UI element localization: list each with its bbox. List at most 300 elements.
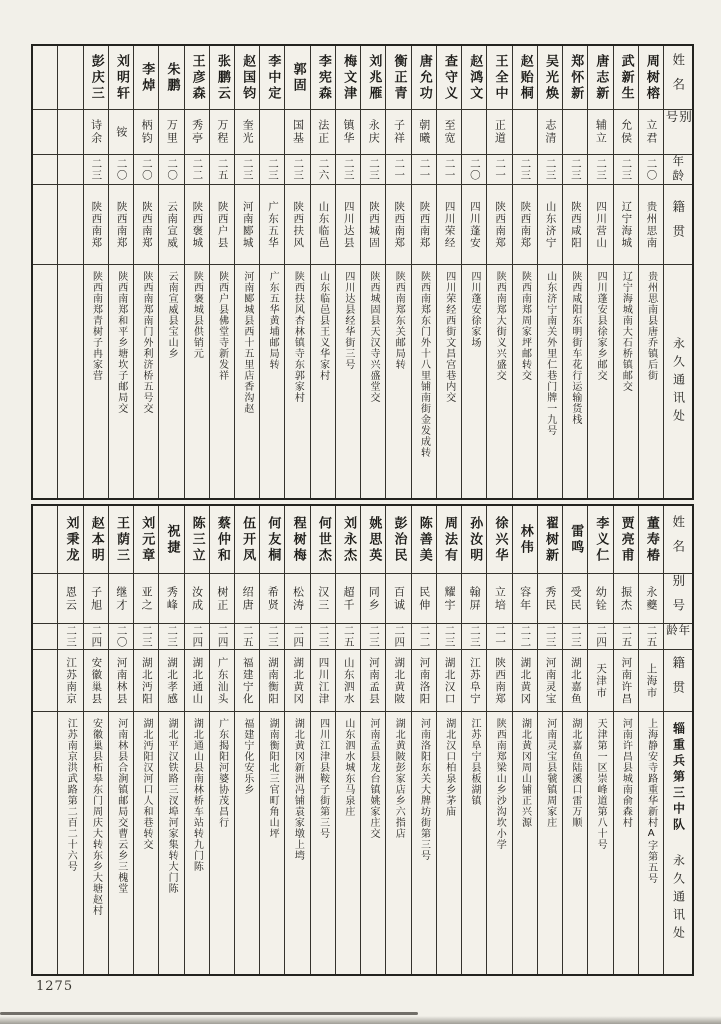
age-cell xyxy=(285,155,309,185)
age-cell xyxy=(462,155,486,185)
age-cell xyxy=(361,155,385,185)
person-address: 河南郾城县西十五里店香沟赵 xyxy=(241,271,253,414)
alias-cell xyxy=(58,574,82,624)
person-native-place: 辽宁海城 xyxy=(620,200,633,249)
person-name: 刘元章 xyxy=(139,515,155,564)
person-name: 贾亮甫 xyxy=(618,515,634,564)
age-cell xyxy=(513,624,537,650)
person-address: 陕西南郑和平乡塘坎子邮局交 xyxy=(115,271,127,414)
alias-cell xyxy=(84,110,108,155)
address-cell xyxy=(84,712,108,974)
name-cell xyxy=(462,506,486,574)
header-cell-name xyxy=(664,506,692,574)
alias-cell xyxy=(285,110,309,155)
person-address: 河南洛阳东关大牌坊街第三号 xyxy=(418,718,430,861)
native-place-cell xyxy=(614,185,638,265)
alias-cell xyxy=(33,110,57,155)
person-alias: 树正 xyxy=(215,585,229,612)
person-native-place: 湖北沔阳 xyxy=(140,656,153,705)
person-address: 陕西南郑梁山乡沙沟坎小学 xyxy=(494,718,506,850)
column-header-age: 年龄 xyxy=(665,624,692,639)
person-name: 陈善美 xyxy=(416,515,432,564)
native-place-cell xyxy=(462,650,486,712)
person-age: 二四 xyxy=(595,625,608,648)
person-address: 江苏南京洪武路第二百二十六号 xyxy=(65,718,77,872)
alias-cell xyxy=(588,110,612,155)
age-cell xyxy=(58,155,82,185)
age-cell xyxy=(84,155,108,185)
native-place-cell xyxy=(185,185,209,265)
person-alias: 柄钧 xyxy=(140,119,154,145)
person-name: 武新生 xyxy=(618,53,634,102)
age-cell xyxy=(260,624,284,650)
name-cell xyxy=(285,506,309,574)
native-place-cell xyxy=(361,650,385,712)
person-address: 山东泗水城东马泉庄 xyxy=(342,718,354,817)
person-column xyxy=(133,46,158,498)
page-number: 1275 xyxy=(36,979,74,994)
person-address: 天津第一区崇峰道第八十号 xyxy=(595,718,607,850)
alias-cell xyxy=(58,110,82,155)
alias-cell xyxy=(311,110,335,155)
native-place-cell xyxy=(639,650,663,712)
person-native-place: 湖北黄陂 xyxy=(393,656,406,705)
address-cell xyxy=(134,712,158,974)
column-header-name: 姓名 xyxy=(670,515,686,564)
person-native-place: 山东临邑 xyxy=(317,200,330,249)
native-place-cell xyxy=(109,650,133,712)
name-cell xyxy=(437,46,461,110)
person-address: 河南灵宝县虢镇周家庄 xyxy=(544,718,556,828)
person-alias: 幼铨 xyxy=(594,585,608,612)
person-address: 辽宁海城南大石桥镇邮交 xyxy=(620,271,632,392)
name-cell xyxy=(285,46,309,110)
person-native-place: 山东济宁 xyxy=(544,200,557,249)
person-native-place: 河南许昌 xyxy=(620,656,633,705)
person-name: 赵鸿文 xyxy=(467,53,483,102)
person-address: 安徽巢县柘皋东门周庆大转东乡大塘赵村 xyxy=(90,718,102,916)
address-cell xyxy=(513,265,537,498)
name-cell xyxy=(134,506,158,574)
person-age: 二三 xyxy=(267,625,280,648)
person-name: 何友桐 xyxy=(265,515,281,564)
person-native-place: 河南郾城 xyxy=(241,200,254,249)
alias-cell xyxy=(134,574,158,624)
alias-cell xyxy=(639,574,663,624)
alias-cell xyxy=(614,110,638,155)
person-name: 彭治民 xyxy=(391,515,407,564)
person-native-place: 湖北汉口 xyxy=(443,656,456,705)
address-cell xyxy=(311,712,335,974)
person-address: 湖北沔阳汉河口人和巷转交 xyxy=(140,718,152,850)
person-name: 林伟 xyxy=(517,523,533,556)
column-header-alias: 别号 xyxy=(670,574,686,623)
age-cell xyxy=(412,624,436,650)
person-name: 刘兆雁 xyxy=(366,53,382,102)
person-native-place: 陕西南郑 xyxy=(494,200,507,249)
address-cell xyxy=(639,712,663,974)
age-cell xyxy=(538,155,562,185)
name-cell xyxy=(336,46,360,110)
person-name: 蔡仲和 xyxy=(214,515,230,564)
unit-name-label: 辎重兵第三中队 xyxy=(671,722,686,834)
column-header-native: 籍贯 xyxy=(670,200,686,249)
person-age: 二三 xyxy=(443,625,456,648)
person-name: 孙汝明 xyxy=(467,515,483,564)
person-native-place: 贵州思南 xyxy=(645,200,658,249)
person-age: 二二 xyxy=(418,625,431,648)
name-cell xyxy=(487,46,511,110)
person-address: 湖北通山县南林桥车站转九门陈 xyxy=(191,718,203,872)
person-address: 陕西南郑大街义兴盛交 xyxy=(494,271,506,381)
address-cell xyxy=(260,265,284,498)
name-cell xyxy=(210,506,234,574)
person-name: 衡正青 xyxy=(391,53,407,102)
person-column xyxy=(83,506,108,974)
address-cell xyxy=(210,265,234,498)
alias-cell xyxy=(185,110,209,155)
person-column xyxy=(310,46,335,498)
alias-cell xyxy=(513,574,537,624)
native-place-cell xyxy=(185,650,209,712)
person-address: 广东五华黄埔邮局转 xyxy=(267,271,279,370)
person-name: 陈三立 xyxy=(189,515,205,564)
address-cell xyxy=(109,712,133,974)
age-cell xyxy=(33,155,57,185)
person-name: 周树榕 xyxy=(643,53,659,102)
person-age: 二六 xyxy=(317,158,330,181)
native-place-cell xyxy=(210,185,234,265)
person-age: 二一 xyxy=(443,158,456,181)
person-column xyxy=(108,46,133,498)
person-alias: 绍唐 xyxy=(241,585,255,612)
address-cell xyxy=(361,712,385,974)
alias-cell xyxy=(134,110,158,155)
person-native-place: 陕西南郑 xyxy=(393,200,406,249)
native-place-cell xyxy=(285,650,309,712)
person-alias: 永庆 xyxy=(367,119,381,145)
person-alias: 奎光 xyxy=(241,119,255,145)
person-native-place: 陕西南郑 xyxy=(90,200,103,249)
person-address: 湖北汉口柏泉乡茅庙 xyxy=(443,718,455,817)
person-address: 河南孟县龙台镇姚家庄交 xyxy=(368,718,380,839)
person-native-place: 陕西咸阳 xyxy=(569,200,582,249)
age-cell xyxy=(260,155,284,185)
address-cell xyxy=(386,712,410,974)
person-address: 陕西南郑东门外十八里铺南街金发成转 xyxy=(418,271,430,458)
person-native-place: 陕西褒城 xyxy=(191,200,204,249)
person-name: 董寿椿 xyxy=(643,515,659,564)
person-native-place: 四川蓬安 xyxy=(468,200,481,249)
name-cell xyxy=(260,506,284,574)
alias-cell xyxy=(159,110,183,155)
person-alias: 受民 xyxy=(569,585,583,612)
alias-cell xyxy=(538,110,562,155)
person-age: 二四 xyxy=(90,625,103,648)
age-cell xyxy=(311,155,335,185)
address-cell xyxy=(185,265,209,498)
person-alias: 秀民 xyxy=(543,585,557,612)
person-name: 查守义 xyxy=(442,53,458,102)
age-cell xyxy=(513,155,537,185)
address-cell xyxy=(386,265,410,498)
address-cell xyxy=(513,712,537,974)
name-cell xyxy=(84,46,108,110)
person-column xyxy=(461,506,486,974)
age-cell xyxy=(185,155,209,185)
name-cell xyxy=(437,506,461,574)
alias-cell xyxy=(462,574,486,624)
person-name: 何世杰 xyxy=(315,515,331,564)
person-address: 陕西南郑东关邮局转 xyxy=(393,271,405,370)
person-column xyxy=(209,46,234,498)
person-age: 二三 xyxy=(519,158,532,181)
address-cell xyxy=(437,265,461,498)
person-alias: 铵 xyxy=(114,125,128,139)
person-address: 四川达县经华街三号 xyxy=(342,271,354,370)
person-name: 李中定 xyxy=(265,53,281,102)
alias-cell xyxy=(487,574,511,624)
address-cell xyxy=(134,265,158,498)
person-age: 二三 xyxy=(544,625,557,648)
age-cell xyxy=(285,624,309,650)
person-name: 刘永杰 xyxy=(341,515,357,564)
person-name: 赵贻桐 xyxy=(517,53,533,102)
person-native-place: 湖北嘉鱼 xyxy=(569,656,582,705)
address-cell xyxy=(58,712,82,974)
name-cell xyxy=(487,506,511,574)
address-cell xyxy=(412,712,436,974)
address-cell xyxy=(33,265,57,498)
person-alias: 辅立 xyxy=(594,119,608,145)
native-place-cell xyxy=(513,650,537,712)
person-native-place: 安徽巢县 xyxy=(90,656,103,705)
person-column xyxy=(562,506,587,974)
alias-cell xyxy=(563,574,587,624)
person-column xyxy=(638,46,663,498)
person-alias: 法正 xyxy=(316,119,330,145)
person-native-place: 河南洛阳 xyxy=(418,656,431,705)
person-alias: 恩云 xyxy=(64,585,78,612)
address-cell xyxy=(210,712,234,974)
person-name: 翟树新 xyxy=(542,515,558,564)
person-column xyxy=(512,46,537,498)
person-column xyxy=(436,46,461,498)
person-native-place: 湖北黄冈 xyxy=(519,656,532,705)
person-alias: 同乡 xyxy=(367,585,381,612)
person-alias: 翰屏 xyxy=(468,585,482,612)
age-cell xyxy=(134,155,158,185)
person-age: 二三 xyxy=(367,158,380,181)
person-name: 伍开凤 xyxy=(240,515,256,564)
alias-cell xyxy=(588,574,612,624)
age-cell xyxy=(538,624,562,650)
person-column xyxy=(133,506,158,974)
person-name: 吴光焕 xyxy=(542,53,558,102)
person-column xyxy=(587,46,612,498)
person-age: 二三 xyxy=(595,158,608,181)
name-cell xyxy=(361,506,385,574)
person-address: 陕西南郑南门外利济桥五号交 xyxy=(140,271,152,414)
address-cell xyxy=(412,265,436,498)
person-column xyxy=(512,506,537,974)
address-cell xyxy=(588,712,612,974)
age-cell xyxy=(361,624,385,650)
person-age: 二三 xyxy=(292,158,305,181)
person-age: 二三 xyxy=(342,158,355,181)
name-cell xyxy=(134,46,158,110)
person-column xyxy=(360,46,385,498)
native-place-cell xyxy=(109,185,133,265)
native-place-cell xyxy=(386,185,410,265)
name-cell xyxy=(185,46,209,110)
header-cell-native xyxy=(664,650,692,712)
person-column xyxy=(486,506,511,974)
person-address: 山东济宁南关外里仁巷门牌一九号 xyxy=(544,271,556,436)
person-alias: 秀亭 xyxy=(190,119,204,145)
alias-cell xyxy=(412,574,436,624)
age-cell xyxy=(33,624,57,650)
person-age: 二五 xyxy=(241,625,254,648)
name-cell xyxy=(210,46,234,110)
person-address: 陕西扶风杏林镇寺东郭家村 xyxy=(292,271,304,403)
name-cell xyxy=(33,506,57,574)
address-cell xyxy=(563,712,587,974)
person-native-place: 陕西南郑 xyxy=(519,200,532,249)
person-address: 江苏阜宁县板湖镇 xyxy=(468,718,480,806)
age-cell xyxy=(487,155,511,185)
name-cell xyxy=(588,46,612,110)
alias-cell xyxy=(361,574,385,624)
person-column xyxy=(259,46,284,498)
person-age: 二三 xyxy=(317,625,330,648)
address-cell xyxy=(437,712,461,974)
age-cell xyxy=(159,155,183,185)
native-place-cell xyxy=(210,650,234,712)
column-header-name: 姓名 xyxy=(670,53,686,102)
name-cell xyxy=(412,506,436,574)
person-age: 二三 xyxy=(140,625,153,648)
native-place-cell xyxy=(639,185,663,265)
alias-cell xyxy=(386,574,410,624)
alias-cell xyxy=(513,110,537,155)
name-cell xyxy=(563,506,587,574)
person-age: 二五 xyxy=(216,158,229,181)
person-name: 王全中 xyxy=(492,53,508,102)
alias-cell xyxy=(614,574,638,624)
alias-cell xyxy=(84,574,108,624)
age-cell xyxy=(437,155,461,185)
alias-cell xyxy=(311,574,335,624)
native-place-cell xyxy=(513,185,537,265)
alias-cell xyxy=(210,574,234,624)
alias-cell xyxy=(563,110,587,155)
name-cell xyxy=(260,46,284,110)
person-native-place: 陕西南郑 xyxy=(115,200,128,249)
native-place-cell xyxy=(58,185,82,265)
person-name: 李义仁 xyxy=(593,515,609,564)
person-age: 二三 xyxy=(65,625,78,648)
person-column xyxy=(310,506,335,974)
address-cell xyxy=(285,712,309,974)
person-native-place: 福建宁化 xyxy=(241,656,254,705)
person-native-place: 湖北孝感 xyxy=(166,656,179,705)
person-address: 陕西南郑青树子冉家营 xyxy=(90,271,102,381)
age-cell xyxy=(462,624,486,650)
empty-column xyxy=(33,506,57,974)
person-column xyxy=(587,506,612,974)
person-column xyxy=(284,46,309,498)
person-age: 二五 xyxy=(342,625,355,648)
person-native-place: 湖北通山 xyxy=(191,656,204,705)
alias-cell xyxy=(235,574,259,624)
person-age: 二〇 xyxy=(115,158,128,181)
person-column xyxy=(461,46,486,498)
alias-cell xyxy=(437,574,461,624)
person-address: 陕西南郑周家坪邮转交 xyxy=(519,271,531,381)
alias-cell xyxy=(33,574,57,624)
age-cell xyxy=(134,624,158,650)
person-age: 二〇 xyxy=(140,158,153,181)
name-cell xyxy=(33,46,57,110)
name-cell xyxy=(235,506,259,574)
person-name: 王彦森 xyxy=(189,53,205,102)
native-place-cell xyxy=(84,650,108,712)
address-cell xyxy=(361,265,385,498)
address-cell xyxy=(336,712,360,974)
age-cell xyxy=(185,624,209,650)
native-place-cell xyxy=(588,650,612,712)
age-cell xyxy=(386,155,410,185)
header-cell-age xyxy=(664,155,692,185)
person-column xyxy=(209,506,234,974)
alias-cell xyxy=(412,110,436,155)
person-age: 二三 xyxy=(544,158,557,181)
address-cell xyxy=(311,265,335,498)
scan-edge-shadow xyxy=(0,1016,721,1024)
person-alias: 正道 xyxy=(493,119,507,145)
alias-cell xyxy=(639,110,663,155)
name-cell xyxy=(588,506,612,574)
header-column xyxy=(663,46,692,498)
address-cell xyxy=(487,265,511,498)
name-cell xyxy=(58,506,82,574)
address-cell xyxy=(462,265,486,498)
native-place-cell xyxy=(134,650,158,712)
native-place-cell xyxy=(58,650,82,712)
native-place-cell xyxy=(588,185,612,265)
person-native-place: 广东五华 xyxy=(267,200,280,249)
person-name: 赵本明 xyxy=(88,515,104,564)
person-native-place: 陕西南郑 xyxy=(494,656,507,705)
person-column xyxy=(537,506,562,974)
person-column xyxy=(537,46,562,498)
person-age: 二四 xyxy=(393,625,406,648)
person-age: 二三 xyxy=(90,158,103,181)
person-column xyxy=(158,506,183,974)
person-age: 二三 xyxy=(569,625,582,648)
person-name: 梅文津 xyxy=(341,53,357,102)
address-cell xyxy=(614,265,638,498)
person-address: 湖南衡阳北三官町角山坪 xyxy=(267,718,279,839)
person-alias: 超千 xyxy=(342,585,355,612)
age-cell xyxy=(639,624,663,650)
name-cell xyxy=(513,506,537,574)
age-cell xyxy=(84,624,108,650)
native-place-cell xyxy=(159,185,183,265)
native-place-cell xyxy=(285,185,309,265)
person-address: 湖北黄冈周山铺正兴源 xyxy=(519,718,531,828)
